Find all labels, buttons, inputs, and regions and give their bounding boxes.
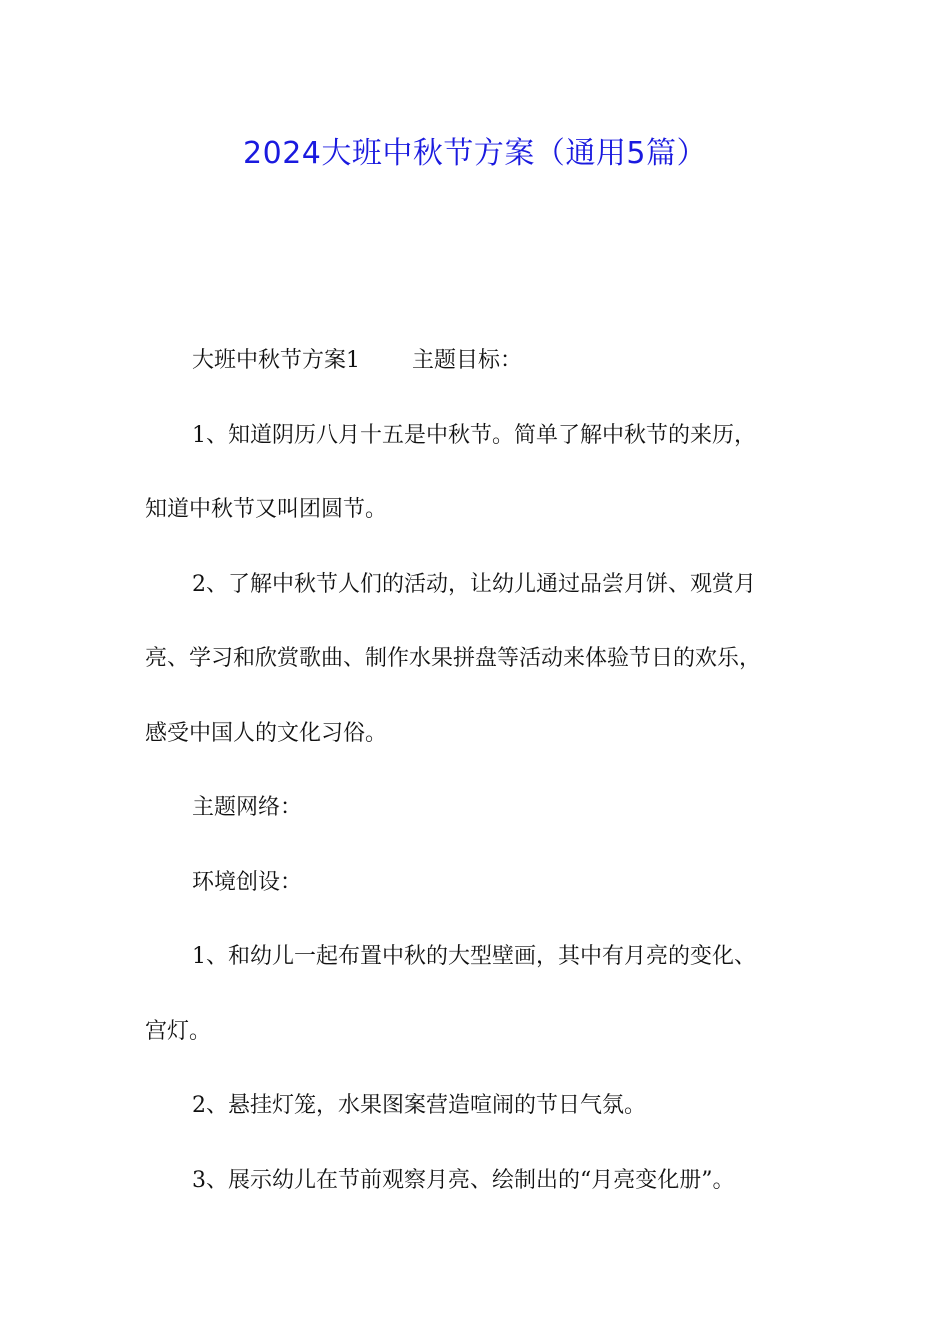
paragraph-section-heading <box>145 336 835 411</box>
paragraph-line: 2、悬挂灯笼，水果图案营造喧闹的节日气氛。 <box>192 1093 646 1118</box>
paragraph-line: 感受中国人的文化习俗。 <box>145 720 388 746</box>
paragraph-line: 2、了解中秋节人们的活动，让幼儿通过品尝月饼、观赏月 <box>192 571 756 597</box>
document-body <box>145 336 835 1230</box>
subheading-goals: 主题目标： <box>412 348 523 373</box>
paragraph-line: 亮、学习和欣赏歌曲、制作水果拼盘等活动来体验节日的欢乐， <box>145 646 762 671</box>
section-heading: 大班中秋节方案1 <box>192 348 360 373</box>
paragraph-line: 主题网络： <box>192 795 303 820</box>
paragraph-line: 宫灯。 <box>145 1018 212 1044</box>
paragraph-line: 3、展示幼儿在节前观察月亮、绘制出的“月亮变化册”。 <box>192 1167 735 1193</box>
document-title: 2024大班中秋节方案（通用5篇） <box>243 136 707 171</box>
paragraph-line: 知道中秋节又叫团圆节。 <box>145 497 388 522</box>
paragraph-line: 环境创设： <box>192 869 303 895</box>
paragraph-line: 1、知道阴历八月十五是中秋节。简单了解中秋节的来历， <box>192 422 756 448</box>
paragraph-line: 1、和幼儿一起布置中秋的大型壁画，其中有月亮的变化、 <box>192 944 756 969</box>
